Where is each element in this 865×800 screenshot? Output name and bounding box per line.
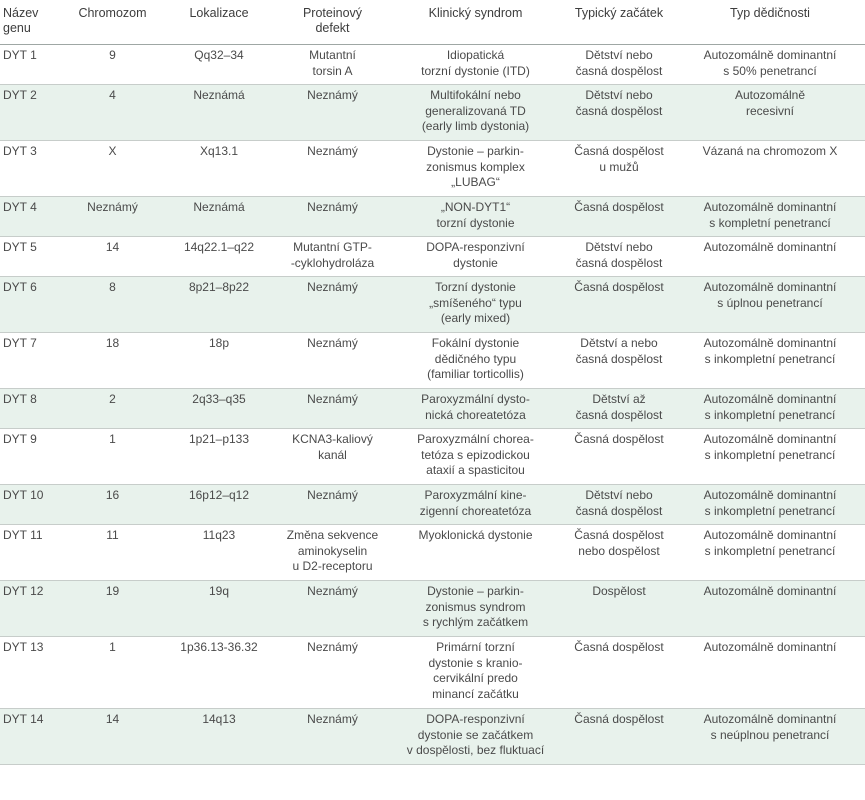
table-row bbox=[0, 333, 865, 389]
localization-cell: 14q13 bbox=[161, 709, 277, 765]
gene-name-cell: DYT 2 bbox=[0, 85, 64, 141]
table-row bbox=[0, 485, 865, 525]
table-row bbox=[0, 45, 865, 85]
localization-cell: 18p bbox=[161, 333, 277, 389]
table-row bbox=[0, 429, 865, 485]
clinical-syndrome-cell: Paroxyzmální dysto- nická choreatetóza bbox=[388, 389, 563, 429]
protein-defect-cell: Neznámý bbox=[277, 637, 388, 709]
inheritance-type-cell: Autozomálně dominantní s inkompletní penetrancí bbox=[675, 389, 865, 429]
localization-cell: 1p36.13-36.32 bbox=[161, 637, 277, 709]
header-typical-onset: Typický začátek bbox=[563, 0, 675, 45]
gene-name-cell: DYT 1 bbox=[0, 45, 64, 85]
protein-defect-cell: KCNA3-kaliový kanál bbox=[277, 429, 388, 485]
header-inheritance-type: Typ dědičnosti bbox=[675, 0, 865, 45]
table-row bbox=[0, 141, 865, 197]
inheritance-type-cell: Autozomálně dominantní bbox=[675, 581, 865, 637]
clinical-syndrome-cell: DOPA-responzivní dystonie se začátkem v dospělosti, bez fluktuací bbox=[388, 709, 563, 765]
table-row bbox=[0, 389, 865, 429]
typical-onset-cell: Dětství nebo časná dospělost bbox=[563, 237, 675, 277]
typical-onset-cell: Časná dospělost u mužů bbox=[563, 141, 675, 197]
protein-defect-cell: Neznámý bbox=[277, 389, 388, 429]
gene-name-cell: DYT 8 bbox=[0, 389, 64, 429]
header-chromosome: Chromozom bbox=[64, 0, 161, 45]
chromosome-cell: 2 bbox=[64, 389, 161, 429]
inheritance-type-cell: Autozomálně dominantní s inkompletní penetrancí bbox=[675, 485, 865, 525]
typical-onset-cell: Časná dospělost bbox=[563, 197, 675, 237]
localization-cell: 14q22.1–q22 bbox=[161, 237, 277, 277]
table-row bbox=[0, 709, 865, 765]
chromosome-cell: 4 bbox=[64, 85, 161, 141]
gene-name-cell: DYT 11 bbox=[0, 525, 64, 581]
localization-cell: Xq13.1 bbox=[161, 141, 277, 197]
chromosome-cell: X bbox=[64, 141, 161, 197]
localization-cell: Neznámá bbox=[161, 85, 277, 141]
gene-name-cell: DYT 5 bbox=[0, 237, 64, 277]
table-row bbox=[0, 525, 865, 581]
typical-onset-cell: Dětství nebo časná dospělost bbox=[563, 85, 675, 141]
gene-name-cell: DYT 4 bbox=[0, 197, 64, 237]
protein-defect-cell: Neznámý bbox=[277, 141, 388, 197]
chromosome-cell: 19 bbox=[64, 581, 161, 637]
protein-defect-cell: Neznámý bbox=[277, 277, 388, 333]
chromosome-cell: 16 bbox=[64, 485, 161, 525]
typical-onset-cell: Časná dospělost bbox=[563, 637, 675, 709]
typical-onset-cell: Dětství nebo časná dospělost bbox=[563, 485, 675, 525]
protein-defect-cell: Neznámý bbox=[277, 85, 388, 141]
header-row bbox=[0, 0, 865, 45]
clinical-syndrome-cell: Paroxyzmální chorea- tetóza s epizodickou ataxií a spasticitou bbox=[388, 429, 563, 485]
chromosome-cell: 14 bbox=[64, 237, 161, 277]
gene-name-cell: DYT 6 bbox=[0, 277, 64, 333]
clinical-syndrome-cell: Paroxyzmální kine- zigenní choreatetóza bbox=[388, 485, 563, 525]
protein-defect-cell: Mutantní torsin A bbox=[277, 45, 388, 85]
inheritance-type-cell: Autozomálně dominantní s inkompletní penetrancí bbox=[675, 429, 865, 485]
chromosome-cell: Neznámý bbox=[64, 197, 161, 237]
chromosome-cell: 14 bbox=[64, 709, 161, 765]
protein-defect-cell: Neznámý bbox=[277, 485, 388, 525]
gene-name-cell: DYT 3 bbox=[0, 141, 64, 197]
inheritance-type-cell: Autozomálně dominantní s inkompletní penetrancí bbox=[675, 333, 865, 389]
inheritance-type-cell: Autozomálně dominantní s kompletní penetrancí bbox=[675, 197, 865, 237]
typical-onset-cell: Dětství a nebo časná dospělost bbox=[563, 333, 675, 389]
localization-cell: 11q23 bbox=[161, 525, 277, 581]
chromosome-cell: 8 bbox=[64, 277, 161, 333]
clinical-syndrome-cell: Torzní dystonie „smíšeného“ typu (early mixed) bbox=[388, 277, 563, 333]
gene-name-cell: DYT 10 bbox=[0, 485, 64, 525]
protein-defect-cell: Změna sekvence aminokyselin u D2-receptoru bbox=[277, 525, 388, 581]
typical-onset-cell: Časná dospělost bbox=[563, 709, 675, 765]
clinical-syndrome-cell: Idiopatická torzní dystonie (ITD) bbox=[388, 45, 563, 85]
protein-defect-cell: Neznámý bbox=[277, 709, 388, 765]
header-clinical-syndrom: Klinický syndrom bbox=[388, 0, 563, 45]
protein-defect-cell: Neznámý bbox=[277, 333, 388, 389]
localization-cell: 2q33–q35 bbox=[161, 389, 277, 429]
clinical-syndrome-cell: Multifokální nebo generalizovaná TD (early limb dystonia) bbox=[388, 85, 563, 141]
chromosome-cell: 1 bbox=[64, 637, 161, 709]
localization-cell: 1p21–p133 bbox=[161, 429, 277, 485]
table-body bbox=[0, 45, 865, 765]
typical-onset-cell: Časná dospělost nebo dospělost bbox=[563, 525, 675, 581]
protein-defect-cell: Neznámý bbox=[277, 581, 388, 637]
typical-onset-cell: Časná dospělost bbox=[563, 277, 675, 333]
localization-cell: 8p21–8p22 bbox=[161, 277, 277, 333]
typical-onset-cell: Dětství až časná dospělost bbox=[563, 389, 675, 429]
clinical-syndrome-cell: Fokální dystonie dědičného typu (familiar torticollis) bbox=[388, 333, 563, 389]
inheritance-type-cell: Autozomálně dominantní s úplnou penetrancí bbox=[675, 277, 865, 333]
table-row bbox=[0, 581, 865, 637]
inheritance-type-cell: Autozomálně dominantní bbox=[675, 637, 865, 709]
chromosome-cell: 1 bbox=[64, 429, 161, 485]
clinical-syndrome-cell: Dystonie – parkin- zonismus komplex „LUBAG“ bbox=[388, 141, 563, 197]
gene-name-cell: DYT 14 bbox=[0, 709, 64, 765]
chromosome-cell: 9 bbox=[64, 45, 161, 85]
table-row bbox=[0, 85, 865, 141]
header-protein-defect: Proteinový defekt bbox=[277, 0, 388, 45]
localization-cell: 19q bbox=[161, 581, 277, 637]
localization-cell: 16p12–q12 bbox=[161, 485, 277, 525]
clinical-syndrome-cell: Primární torzní dystonie s kranio- cervikální predo minancí začátku bbox=[388, 637, 563, 709]
clinical-syndrome-cell: Myoklonická dystonie bbox=[388, 525, 563, 581]
gene-name-cell: DYT 9 bbox=[0, 429, 64, 485]
clinical-syndrome-cell: DOPA-responzivní dystonie bbox=[388, 237, 563, 277]
chromosome-cell: 11 bbox=[64, 525, 161, 581]
table-row bbox=[0, 277, 865, 333]
header-gene-name: Název genu bbox=[0, 0, 64, 45]
gene-name-cell: DYT 13 bbox=[0, 637, 64, 709]
localization-cell: Neznámá bbox=[161, 197, 277, 237]
inheritance-type-cell: Autozomálně dominantní s inkompletní penetrancí bbox=[675, 525, 865, 581]
inheritance-type-cell: Autozomálně dominantní s 50% penetrancí bbox=[675, 45, 865, 85]
table-row bbox=[0, 197, 865, 237]
typical-onset-cell: Dospělost bbox=[563, 581, 675, 637]
table-row bbox=[0, 237, 865, 277]
inheritance-type-cell: Vázaná na chromozom X bbox=[675, 141, 865, 197]
protein-defect-cell: Mutantní GTP- -cyklohydroláza bbox=[277, 237, 388, 277]
localization-cell: Qq32–34 bbox=[161, 45, 277, 85]
inheritance-type-cell: Autozomálně dominantní bbox=[675, 237, 865, 277]
inheritance-type-cell: Autozomálně recesivní bbox=[675, 85, 865, 141]
clinical-syndrome-cell: Dystonie – parkin- zonismus syndrom s rychlým začátkem bbox=[388, 581, 563, 637]
table-row bbox=[0, 637, 865, 709]
gene-name-cell: DYT 12 bbox=[0, 581, 64, 637]
gene-name-cell: DYT 7 bbox=[0, 333, 64, 389]
typical-onset-cell: Dětství nebo časná dospělost bbox=[563, 45, 675, 85]
clinical-syndrome-cell: „NON-DYT1“ torzní dystonie bbox=[388, 197, 563, 237]
chromosome-cell: 18 bbox=[64, 333, 161, 389]
typical-onset-cell: Časná dospělost bbox=[563, 429, 675, 485]
protein-defect-cell: Neznámý bbox=[277, 197, 388, 237]
inheritance-type-cell: Autozomálně dominantní s neúplnou penetrancí bbox=[675, 709, 865, 765]
header-localization: Lokalizace bbox=[161, 0, 277, 45]
